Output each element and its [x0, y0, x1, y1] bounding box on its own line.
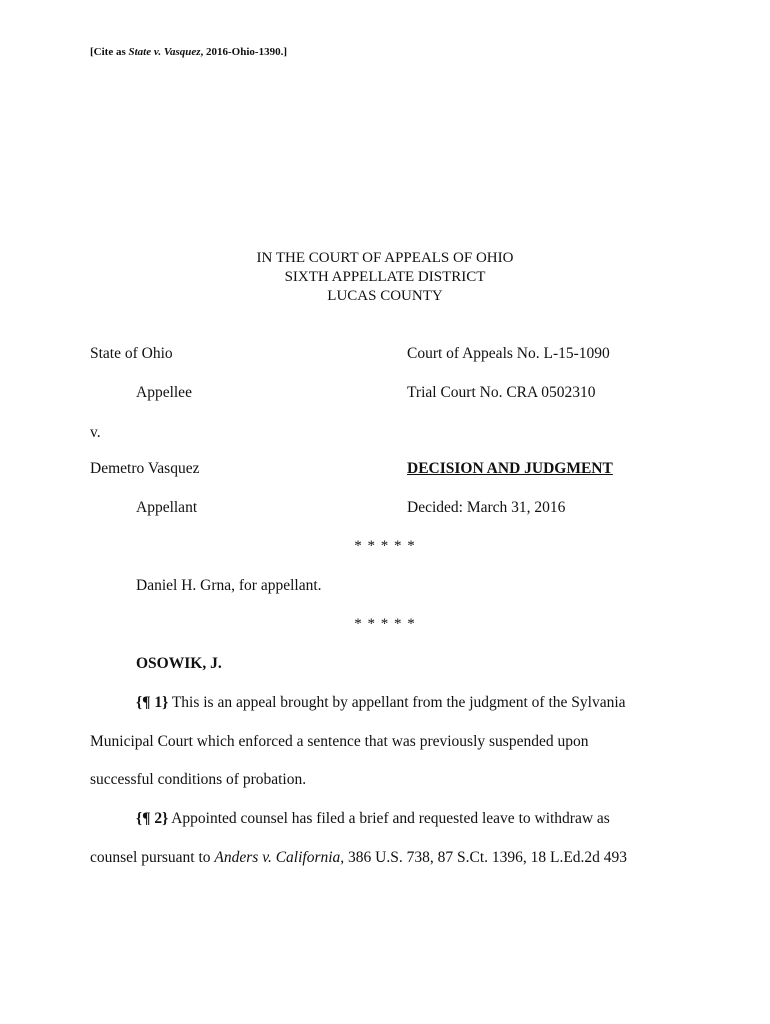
party1-role: Appellee: [136, 384, 192, 401]
paragraph-1-marker: {¶ 1}: [136, 694, 169, 711]
citation-case: State v. Vasquez: [128, 46, 201, 58]
county-name: LUCAS COUNTY: [327, 288, 443, 304]
district-name: SIXTH APPELLATE DISTRICT: [284, 269, 486, 285]
party2-name: Demetro Vasquez: [90, 460, 200, 477]
paragraph-2-case-cite: Anders v. California,: [214, 849, 345, 866]
court-name: IN THE COURT OF APPEALS OF OHIO: [256, 250, 514, 266]
paragraph-1-line-3: successful conditions of probation.: [90, 771, 307, 788]
party1-name: State of Ohio: [90, 345, 173, 362]
paragraph-2-text-1: Appointed counsel has filed a brief and requested leave to withdraw as: [168, 810, 610, 827]
versus: v.: [90, 424, 101, 441]
paragraph-2-text-2a: counsel pursuant to: [90, 849, 215, 866]
paragraph-2-marker: {¶ 2}: [136, 810, 169, 827]
citation: [90, 46, 287, 58]
paragraph-2-line-1: [136, 810, 610, 828]
paragraph-1-line-1: [136, 694, 626, 712]
decided-date: Decided: March 31, 2016: [407, 499, 566, 516]
separator-2: * * * * *: [354, 616, 416, 632]
citation-prefix: [Cite as: [90, 46, 129, 58]
counsel-line: Daniel H. Grna, for appellant.: [136, 577, 322, 594]
decision-title: DECISION AND JUDGMENT: [407, 460, 613, 477]
trial-case-number: Trial Court No. CRA 0502310: [407, 384, 596, 401]
paragraph-2-text-2b: 386 U.S. 738, 87 S.Ct. 1396, 18 L.Ed.2d 493: [344, 849, 628, 866]
party2-role: Appellant: [136, 499, 198, 516]
paragraph-1-text-1: This is an appeal brought by appellant from the judgment of the Sylvania: [168, 694, 626, 711]
appeals-case-number: Court of Appeals No. L-15-1090: [407, 345, 610, 362]
separator-1: * * * * *: [354, 538, 416, 554]
paragraph-2-line-2: [90, 849, 627, 867]
paragraph-1-line-2: Municipal Court which enforced a sentence that was previously suspended upon: [90, 733, 589, 750]
citation-suffix: , 2016-Ohio-1390.]: [200, 46, 287, 58]
judge-name: OSOWIK, J.: [136, 655, 222, 672]
